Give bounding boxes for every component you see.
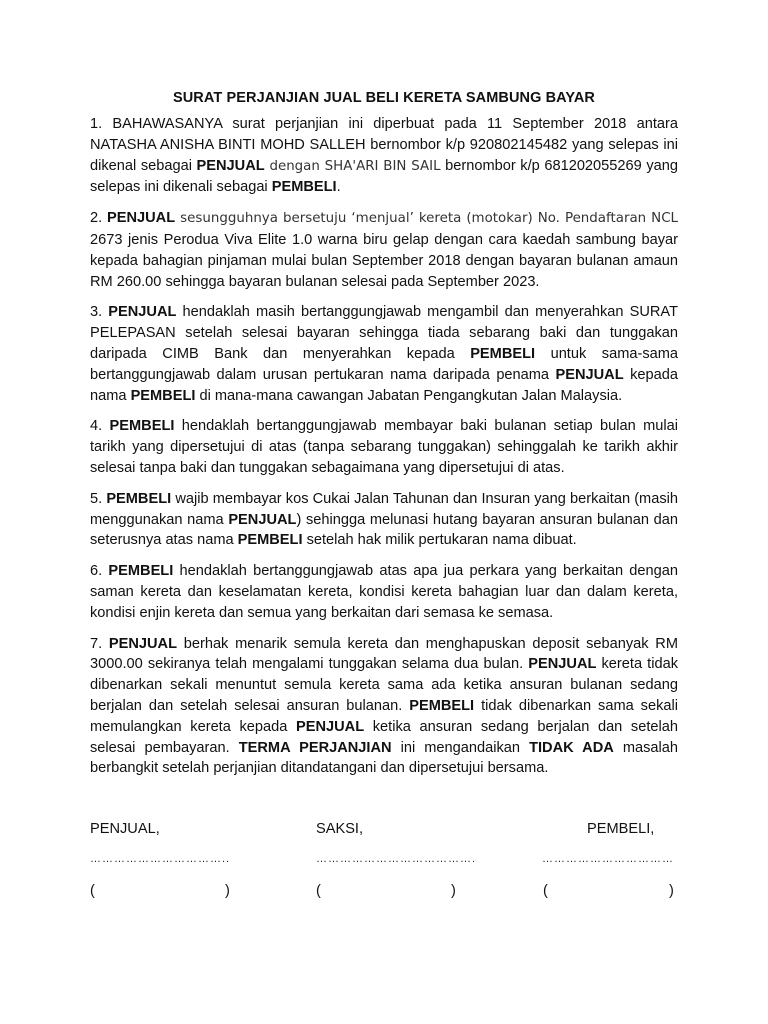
clause-text: kepada nama xyxy=(90,366,678,404)
seller-signature-label: PENJUAL, xyxy=(90,821,160,837)
clause-text: 1. BAHAWASANYA surat perjanjian ini diperbuat pada 11 September 2018 antara NATASHA ANISHA BINTI MOHD SALLEH bernombor k/p 920802145482 yang selepas ini dikenal sebagai xyxy=(90,116,678,174)
clause-text: hendaklah masih bertanggungjawab mengambil dan menyerahkan SURAT PELEPASAN setelah selesai bayaran sehingga tiada sebarang baki dan tunggakan daripada CIMB Bank dan menyerahkan kepada xyxy=(90,304,678,362)
document-page xyxy=(90,90,678,789)
buyer-signature-line: …………………………… xyxy=(542,853,674,865)
clause-paragraph xyxy=(90,208,678,292)
party-term: PEMBELI xyxy=(108,563,174,580)
buyer-name-close-paren: ) xyxy=(669,883,674,899)
clause-text: ketika ansuran sedang berjalan dan setelah selesai pembayaran. xyxy=(90,718,678,756)
buyer-signature-label: PEMBELI, xyxy=(587,821,655,837)
clause-text: 5. xyxy=(90,490,107,507)
party-term: PEMBELI xyxy=(237,532,303,549)
clause-text: di mana-mana cawangan Jabatan Pengangkutan Jalan Malaysia. xyxy=(195,387,623,404)
clause-text-alt: sesungguhnya bersetuju ‘menjual’ kereta (motokar) No. Pendaftaran NCL xyxy=(175,211,678,227)
clause-text: 4. xyxy=(90,418,110,435)
clause-text: kereta tidak dibenarkan sekali menuntut semula kereta sama ada ketika ansuran bulanan sedang berjalan dan setelah selesai ansuran bulanan. xyxy=(90,656,678,714)
party-term: PENJUAL xyxy=(555,366,624,383)
buyer-name-open-paren: ( xyxy=(543,883,548,899)
witness-name-open-paren: ( xyxy=(316,883,321,899)
seller-name-open-paren: ( xyxy=(90,883,95,899)
clause-text-alt: dengan SHA'ARI BIN SAIL xyxy=(264,158,441,174)
clause-text: untuk sama-sama bertanggungjawab dalam urusan pertukaran nama daripada penama xyxy=(90,345,679,383)
agreement-clauses xyxy=(90,114,678,779)
party-term: TERMA PERJANJIAN xyxy=(238,739,392,756)
party-term: PENJUAL xyxy=(528,656,597,673)
clause-text: 3. xyxy=(90,304,109,321)
clause-paragraph xyxy=(90,561,678,623)
clause-text: hendaklah bertanggungjawab membayar baki bulanan setiap bulan mulai tarikh yang dipersetujui di atas (tanpa sebarang tunggakan) sehinggalah ke tarikh akhir selesai tanpa baki dan tunggakan sebagaimana yang dipersetujui di atas. xyxy=(90,418,678,476)
clause-text: 6. xyxy=(90,563,109,580)
clause-text: 2673 jenis Perodua Viva Elite 1.0 warna biru gelap dengan cara kaedah sambung bayar kepada bahagian pinjaman mulai bulan September 2018 dengan bayaran bulanan amaun RM 260.00 sehingga bayaran bulanan selesai pada September 2023. xyxy=(90,231,678,290)
party-term: PENJUAL xyxy=(108,304,177,321)
party-term: PEMBELI xyxy=(271,179,337,196)
party-term: PENJUAL xyxy=(108,635,178,652)
clause-paragraph xyxy=(90,302,678,406)
clause-text: wajib membayar kos Cukai Jalan Tahunan dan Insuran yang berkaitan (masih menggunakan nama xyxy=(90,490,678,528)
party-term: PEMBELI xyxy=(130,387,196,404)
clause-text: ini mengandaikan xyxy=(391,739,530,756)
clause-text: 7. xyxy=(90,635,109,652)
clause-text: ) sehingga melunasi hutang bayaran ansuran bulanan dan seterusnya atas nama xyxy=(90,511,678,549)
witness-name-close-paren: ) xyxy=(451,883,456,899)
party-term: PEMBELI xyxy=(109,418,175,435)
party-term: PEMBELI xyxy=(409,697,475,714)
clause-text: berhak menarik semula kereta dan menghapuskan deposit sebanyak RM 3000.00 sekiranya telah mengalami tunggakan selama dua bulan. xyxy=(90,635,678,673)
party-term: PENJUAL xyxy=(296,718,365,735)
seller-signature-line: …………………………….. xyxy=(90,853,231,865)
party-term: PENJUAL xyxy=(107,210,176,227)
clause-paragraph xyxy=(90,489,678,551)
clause-text: . xyxy=(336,179,341,196)
party-term: PEMBELI xyxy=(106,490,172,507)
witness-signature-line: …………………………………. xyxy=(316,853,477,865)
witness-signature-label: SAKSI, xyxy=(316,821,364,837)
party-term: TIDAK ADA xyxy=(529,739,614,756)
clause-paragraph xyxy=(90,416,678,478)
clause-text: tidak dibenarkan sama sekali memulangkan kereta kepada xyxy=(90,697,678,735)
seller-name-close-paren: ) xyxy=(225,883,230,899)
clause-text: setelah hak milik pertukaran nama dibuat. xyxy=(302,532,577,549)
party-term: PEMBELI xyxy=(470,345,536,362)
clause-paragraph xyxy=(90,634,678,780)
clause-text: masalah berbangkit setelah perjanjian ditandatangani dan dipersetujui bersama. xyxy=(90,739,678,777)
clause-text: 2. xyxy=(90,210,108,227)
party-term: PENJUAL xyxy=(228,511,297,528)
clause-text: hendaklah bertanggungjawab atas apa jua perkara yang berkaitan dengan saman kereta dan keselamatan kereta, kondisi kereta bahagian luar dan dalam kereta, kondisi enjin kereta dan semua yang berkaitan dari semasa ke semasa. xyxy=(90,563,678,621)
clause-text: bernombor k/p 681202055269 yang selepas ini dikenali sebagai xyxy=(90,157,678,196)
party-term: PENJUAL xyxy=(196,157,265,174)
document-title: SURAT PERJANJIAN JUAL BELI KERETA SAMBUNG BAYAR xyxy=(172,90,596,106)
clause-paragraph xyxy=(90,114,678,198)
